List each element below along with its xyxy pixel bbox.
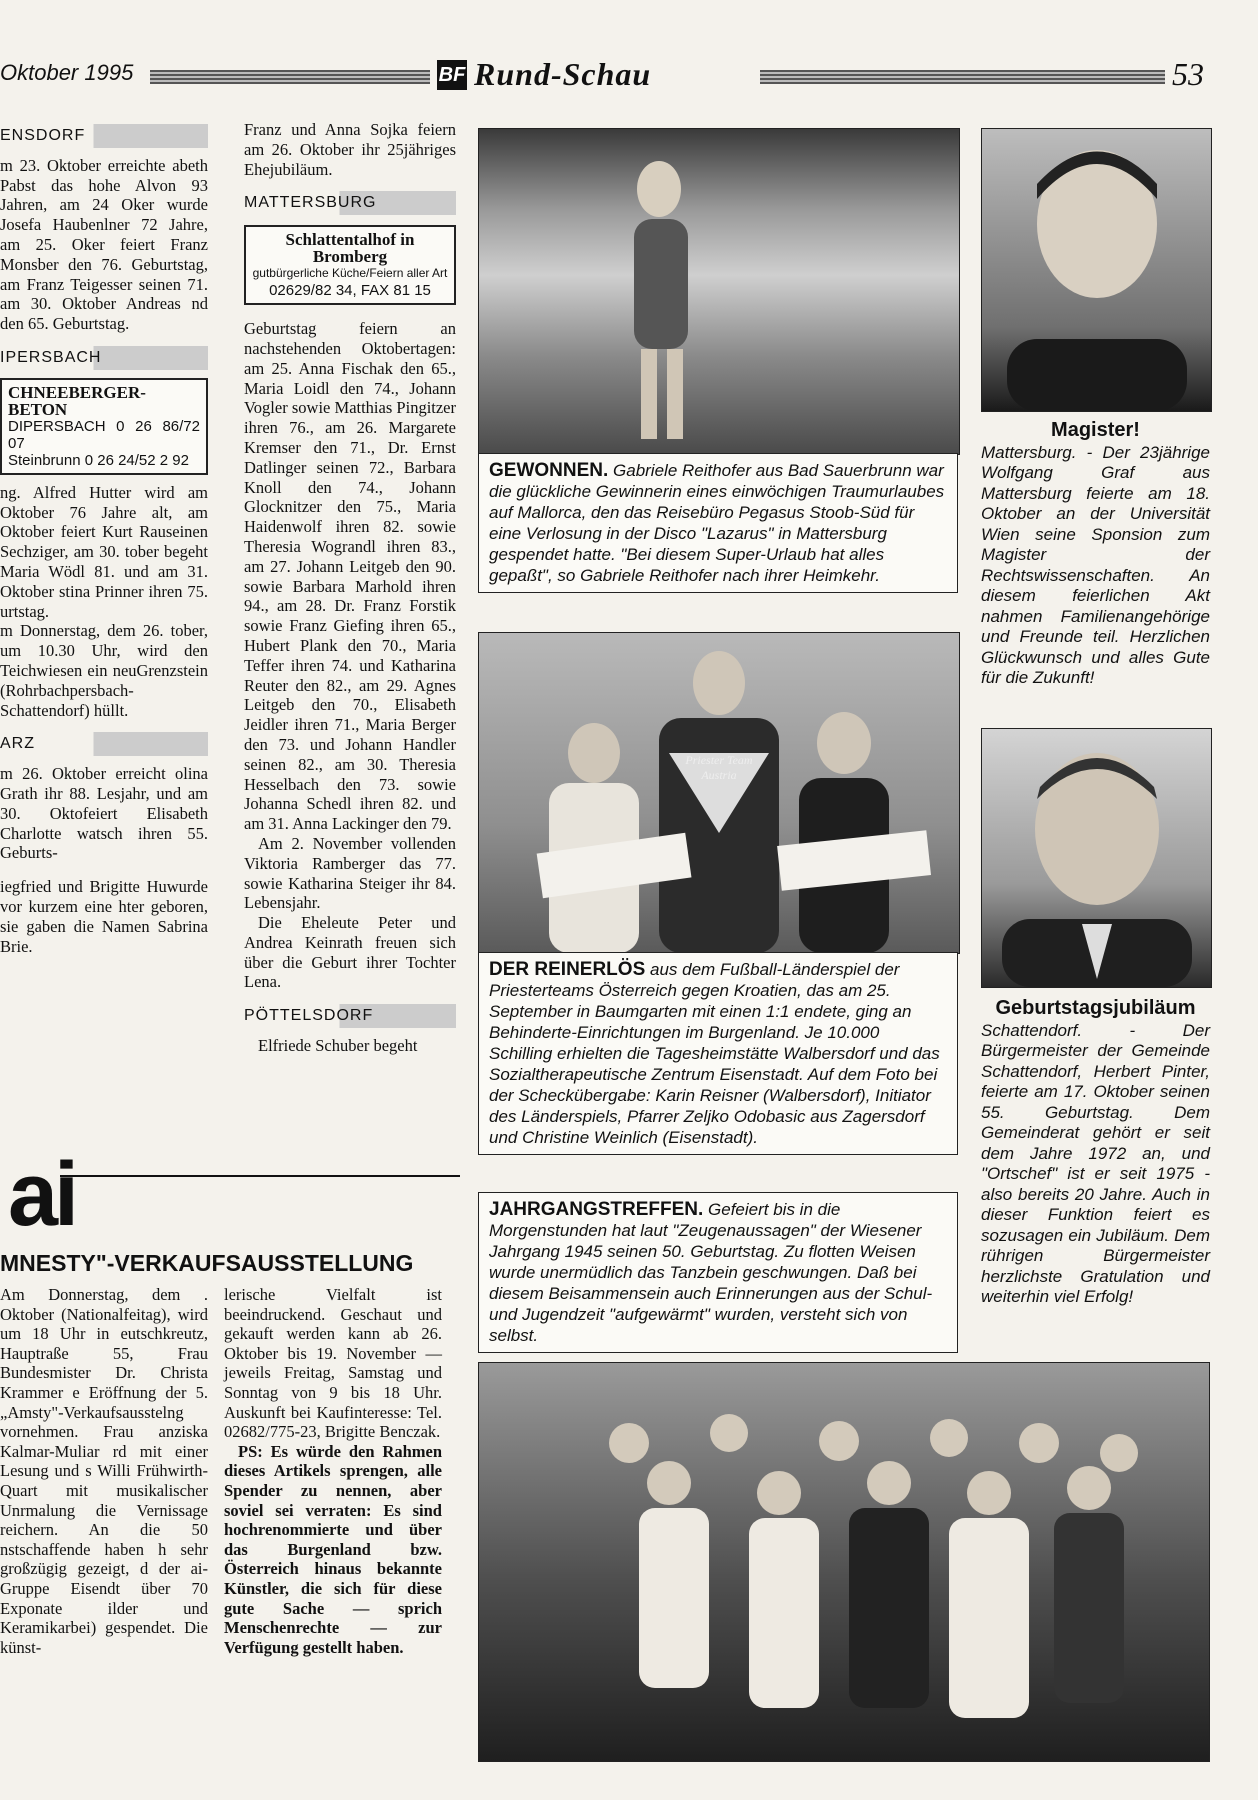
caption-reinerloes bbox=[478, 952, 958, 1155]
amnesty-right bbox=[224, 1285, 442, 1657]
caption-text: Gabriele Reithofer aus Bad Sauerbrunn war die glückliche Gewinnerin eines einwöchigen Traumurlaubes auf Mallorca, den das Reisebüro Pegasus Stoob-Süd für eine Verlosung in der Disco "Lazarus" in Mattersburg gespendet hatte. "Bei diesem Super-Urlaub hat alles gepaßt", so Gabriele Reithofer nach ihrer Heimkehr. bbox=[489, 461, 945, 585]
article-text: m 26. Oktober erreicht olina Grath ihr 88. Lesjahr, und am 30. Oktofeiert Elisabeth Charlotte watsch ihren 55. Geburts- bbox=[0, 764, 208, 863]
article-text: lerische Vielfalt ist beeindruckend. Geschaut und gekauft werden kann ab 26. Oktober bis 19. November — jeweils Freitag, Samstag und Sonntag von 9 bis 18 Uhr. Auskunft bei Kaufinteresse: Tel. 02682/775-23, Brigitte Benczak. bbox=[224, 1285, 442, 1442]
ad-line: DIPERSBACH 0 26 86/72 07 bbox=[8, 417, 200, 452]
advertisement bbox=[244, 225, 456, 305]
article-text: iegfried und Brigitte Huwurde vor kurzem eine hter geboren, sie gaben die Namen Sabrina Brie. bbox=[0, 877, 208, 956]
section-heading: IPERSBACH bbox=[0, 346, 208, 370]
advertisement bbox=[0, 378, 208, 475]
column-1 bbox=[0, 116, 208, 956]
group-figures bbox=[479, 1363, 1209, 1761]
check-handover-photo bbox=[478, 632, 960, 954]
section-heading: ARZ bbox=[0, 732, 208, 756]
section-heading: PÖTTELSDORF bbox=[244, 1004, 456, 1028]
caption-lead: JAHRGANGSTREFFEN. bbox=[489, 1199, 704, 1220]
column-2 bbox=[244, 120, 456, 1056]
caption-lead: DER REINERLÖS bbox=[489, 959, 646, 980]
jersey-text: Priester Team Austria bbox=[685, 753, 753, 782]
ad-line: Steinbrunn 0 26 24/52 2 92 bbox=[8, 451, 189, 469]
section-heading: MATTERSBURG bbox=[244, 191, 456, 215]
header-rule-left bbox=[150, 70, 430, 84]
portrait-figure bbox=[982, 729, 1211, 987]
section-title: Rund-Schau bbox=[474, 56, 652, 92]
side-text: Mattersburg. - Der 23jährige Wolfgang Graf aus Mattersburg feierte am 18. Oktober an der Universität Wien seine Sponsion zum Magister der Rechtswissenschaften. An diesem feierlichen Akt nahmen Familienangehörige und Freunde teil. Herzlichen Glückwunsch und alles Gute für die Zukunft! bbox=[981, 442, 1210, 687]
side-text: Schattendorf. - Der Bürgermeister der Gemeinde Schattendorf, Herbert Pinter, feierte am 17. Oktober seinen 55. Geburtstag. Dem Gemeinderat gehört er seit dem Jahre 1972 an, und "Ortschef" ist er seit 1975 - also bereits 20 Jahre. Auch in dieser Funktion feiert es sozusagen ein Jubiläum. Dem rührigen Bürgermeister herzlichste Gratulation und weiterhin viel Erfolg! bbox=[981, 1020, 1210, 1306]
ad-line: gutbürgerliche Küche/Feiern aller Art bbox=[252, 266, 448, 281]
side-heading: Magister! bbox=[1051, 419, 1140, 441]
ad-name: Schlattentalhof in Bromberg bbox=[285, 230, 415, 267]
swimmer-figure bbox=[479, 129, 959, 454]
section-heading: ENSDORF bbox=[0, 124, 208, 148]
portrait-figure bbox=[982, 129, 1211, 411]
side-article-geburtstag bbox=[981, 998, 1210, 1308]
caption-jahrgangstreffen bbox=[478, 1192, 958, 1353]
page-number: 53 bbox=[1172, 56, 1204, 92]
article-text: Die Eheleute Peter und Andrea Keinrath freuen sich über die Geburt ihrer Tochter Lena. bbox=[244, 913, 456, 992]
ad-name: CHNEEBERGER-BETON bbox=[8, 382, 146, 419]
group-photo bbox=[478, 1362, 1210, 1762]
amnesty-rule bbox=[60, 1175, 460, 1177]
header-rule-right bbox=[760, 70, 1165, 84]
caption-gewonnen bbox=[478, 453, 958, 593]
side-heading: Geburtstagsjubiläum bbox=[995, 997, 1196, 1019]
article-text: Franz und Anna Sojka feiern am 26. Oktober ihr 25jähriges Ehejubiläum. bbox=[244, 120, 456, 179]
beach-photo bbox=[478, 128, 960, 455]
amnesty-title: MNESTY"-VERKAUFSAUSSTELLUNG bbox=[0, 1250, 414, 1276]
article-text: m 23. Oktober erreichte abeth Pabst das hohe Alvon 93 Jahren, am 24 Oker wurde Josefa Haubenlner 72 Jahre, am 25. Oker feiert Franz Monsber den 76. Geburtstag, am Franz Teigesser seinen 71. am 30. Oktober Andreas nd den 65. Geburtstag. bbox=[0, 155, 208, 334]
caption-text: Gefeiert bis in die Morgenstunden hat laut "Zeugenaussagen" der Wiesener Jahrgang 1945 seinen 50. Geburtstag. Zu flotten Weisen wurde unermüdlich das Tanzbein geschwungen. Daß bei diesem Beisammensein auch Erinnerungen aus der Schul- und Jugendzeit "aufgewärmt" wurden, versteht sich von selbst. bbox=[489, 1200, 933, 1345]
bf-logo: BF bbox=[437, 60, 467, 90]
issue-date: Oktober 1995 bbox=[0, 60, 134, 85]
side-article-magister bbox=[981, 420, 1210, 689]
article-text: m Donnerstag, dem 26. tober, um 10.30 Uhr, wird den Teichwiesen ein neuGrenzstein (Rohrbachpersbach-Schattendorf) hüllt. bbox=[0, 621, 208, 720]
article-text: Geburtstag feiern an nachstehenden Oktobertagen: am 25. Anna Fischak den 65., Maria Loidl den 74., Johann Vogler sowie Matthias Pingitzer ihren 76., am 26. Margarete Kremser den 71., Dr. Ernst Datlinger seinen 72., Barbara Knoll den 74., Johann Glocknitzer den 75., Maria Haidenwolf ihren 82. sowie Theresia Wograndl ihren 83., am 27. Johann Leitgeb den 90. sowie Barbara Marhold ihren 94., am 28. Dr. Franz Forstik sowie Franz Giefing ihren 65., Hubert Plank den 70., Maria Teffer ihren 74. und Katharina Reuter den 82., am 29. Agnes Leitgeb den 70., Elisabeth Jeidler ihren 71., Maria Berger den 73. und Johann Handler seinen 82., am 30. Theresia Hesselbach den 73. sowie Johanna Schedl ihren 82. und am 31. Anna Lackinger den 79. bbox=[244, 319, 456, 834]
caption-text: aus dem Fußball-Länderspiel der Priesterteams Österreich gegen Kroatien, das am 25. September in Baumgarten mit einen 1:1 endete, ging an Behinderte-Einrichtungen im Burgenland. Je 10.000 Schilling erhielten die Tagesheimstätte Walbersdorf und das Sozialtherapeutische Zentrum Eisenstadt. Auf dem Foto bei der Scheckübergabe: Karin Reisner (Walbersdorf), Initiator des Länderspiels, Pfarrer Zeljko Odobasic aus Zagersdorf und Christine Weinlich (Eisenstadt). bbox=[489, 960, 940, 1147]
ad-line: 02629/82 34, FAX 81 15 bbox=[269, 282, 431, 300]
caption-lead: GEWONNEN. bbox=[489, 460, 609, 481]
amnesty-logo: ai bbox=[8, 1145, 76, 1245]
article-text: Am 2. November vollenden Viktoria Ramberger das 77. sowie Katharina Steiger ihr 84. Lebensjahr. bbox=[244, 833, 456, 913]
people-figures bbox=[479, 633, 959, 953]
amnesty-left bbox=[0, 1285, 208, 1657]
article-text: ng. Alfred Hutter wird am Oktober 76 Jahre alt, am Oktober feiert Kurt Rauseinen Sechziger, am 30. tober begeht Maria Wödl 81. und am 31. Oktober stina Prinner ihren 75. urtstag. bbox=[0, 482, 208, 621]
article-text: Am Donnerstag, dem . Oktober (Nationalfeitag), wird um 18 Uhr in eutschkreutz, Hauptraße 55, Frau Bundesmister Dr. Christa Krammer e Eröffnung der 5. „Amsty"-Verkaufsausstelng vornehmen. Frau anziska Kalmar-Muliar rd mit einer Lesung und s Willi Frühwirth-Quart mit musikalischer Unrmalung die Vernissage reichern. An die 50 nstschaffende haben h sehr großzügig gezeigt, d der ai-Gruppe Eisendt über 70 Exponate ilder und Keramikarbei) gespendet. Die künst- bbox=[0, 1285, 208, 1657]
article-text: Elfriede Schuber begeht bbox=[258, 1036, 418, 1056]
portrait-buergermeister bbox=[981, 728, 1212, 988]
article-ps: PS: Es würde den Rahmen dieses Artikels sprengen, alle Spender zu nennen, aber soviel sei verraten: Es sind hochrenommierte und über das Burgenland bzw. Österreich hinaus bekannte Künstler, die sich für diese gute Sache — sprich Menschenrechte — zur Verfügung gestellt haben. bbox=[224, 1441, 442, 1657]
portrait-magister bbox=[981, 128, 1212, 412]
